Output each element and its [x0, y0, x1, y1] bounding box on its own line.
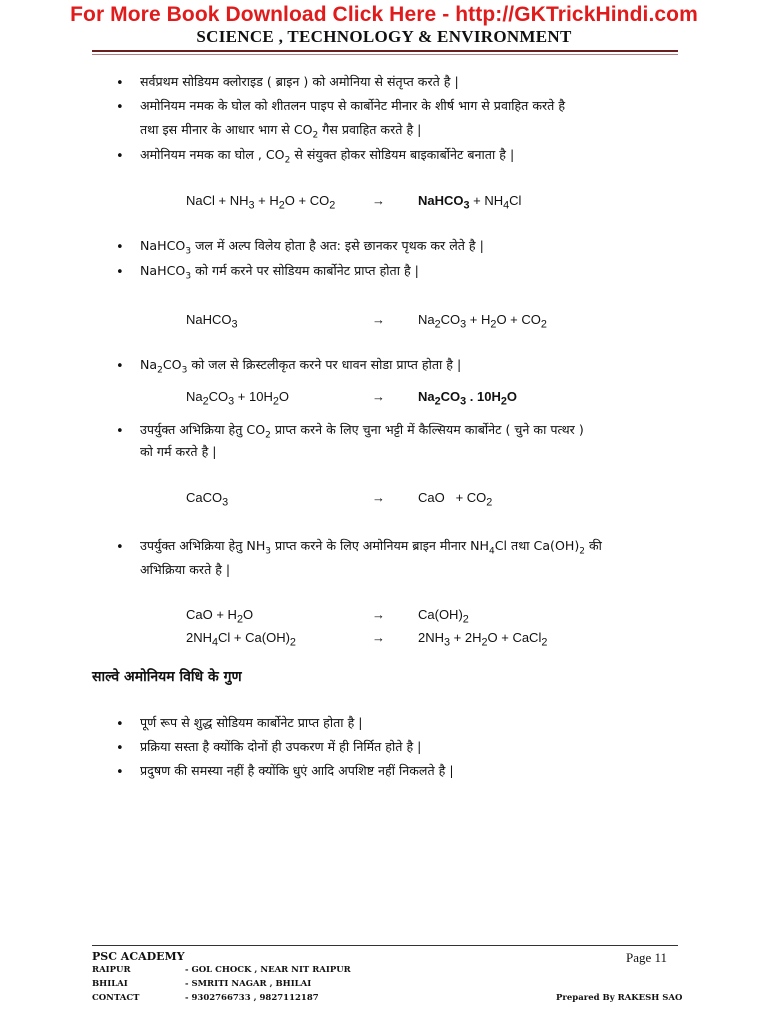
- equation-lhs: CaO + $H_2O$: [186, 607, 254, 626]
- page-number: Page 11: [626, 950, 668, 965]
- arrow: →: [372, 630, 385, 645]
- equation-rhs: $Na_2CO_3$ . $10H_2O$: [418, 389, 518, 408]
- equation-lhs: CaCO$_3$: [186, 490, 229, 509]
- section-heading: साल्वे अमोनियम विधि के गुण: [92, 669, 242, 685]
- arrow: →: [372, 490, 385, 505]
- equation-lhs: $2NH_4Cl + Ca(OH)_2$: [186, 630, 296, 649]
- bullet-text-cont: को गर्म करते है |: [140, 444, 217, 459]
- bullet: •: [116, 149, 124, 164]
- bullet: •: [116, 359, 124, 374]
- bullet: •: [116, 100, 124, 115]
- bullet: •: [116, 765, 124, 780]
- raipur-address: - GOL CHOCK , NEAR NIT RAIPUR: [185, 965, 351, 975]
- bullet-text-cont: अभिक्रिया करते है |: [140, 562, 231, 577]
- bullet: •: [116, 741, 124, 756]
- arrow: →: [372, 312, 385, 327]
- equation-rhs: CaO + $CO_2$: [418, 490, 493, 509]
- download-banner-link[interactable]: For More Book Download Click Here - http://GKTrickHindi.com: [70, 3, 698, 26]
- academy-name: PSC ACADEMY: [92, 950, 185, 963]
- property-text: प्रदुषण की समस्या नहीं है क्योंकि धुएं आदि अपशिष्ट नहीं निकलते है |: [140, 763, 454, 778]
- bullet: •: [116, 240, 124, 255]
- bullet-text: अमोनियम नमक के घोल को शीतलन पाइप से कार्बोनेट मीनार के शीर्ष भाग से प्रवाहित करते है: [140, 98, 566, 113]
- bhilai-address: - SMRITI NAGAR , BHILAI: [185, 979, 312, 989]
- arrow: →: [372, 389, 385, 404]
- contact-numbers: - 9302766733 , 9827112187: [185, 993, 319, 1003]
- bullet-text: उपर्युक्त अभिक्रिया हेतु $CO_2$ प्राप्त करने के लिए चुना भट्टी में कैल्सियम कार्बोनेट ( चुने का पत्थर ): [140, 422, 584, 441]
- arrow: →: [372, 607, 385, 622]
- equation-lhs: $Na_2CO_3 + 10H_2O$: [186, 389, 290, 408]
- footer-divider: [92, 945, 678, 946]
- header-divider-thin: [92, 54, 678, 55]
- bullet-text: NaHCO$_3$ को गर्म करने पर सोडियम कार्बोनेट प्राप्त होता है |: [140, 263, 419, 282]
- bullet: •: [116, 540, 124, 555]
- header-divider: [92, 50, 678, 52]
- bullet: •: [116, 717, 124, 732]
- raipur-label: RAIPUR: [92, 965, 131, 975]
- bhilai-label: BHILAI: [92, 979, 128, 989]
- bullet: •: [116, 424, 124, 439]
- bullet: •: [116, 265, 124, 280]
- property-text: प्रक्रिया सस्ता है क्योंकि दोनों ही उपकरण में ही निर्मित होते है |: [140, 739, 422, 754]
- bullet-text: अमोनियम नमक का घोल , $CO_2$ से संयुक्त होकर सोडियम बाइकार्बोनेट बनाता है |: [140, 147, 515, 166]
- equation-lhs: NaHCO$_3$: [186, 312, 238, 331]
- bullet-text: NaHCO$_3$ जल में अल्प विलेय होता है अत: इसे छानकर पृथक कर लेते है |: [140, 238, 484, 257]
- prepared-by: Prepared By RAKESH SAO: [556, 993, 683, 1003]
- bullet-text-cont: तथा इस मीनार के आधार भाग से $CO_2$ गैस प्रवाहित करते है |: [140, 122, 422, 141]
- bullet: •: [116, 76, 124, 91]
- equation-rhs: $Na_2CO_3 + H_2O + CO_2$: [418, 312, 547, 331]
- page-subtitle: SCIENCE , TECHNOLOGY & ENVIRONMENT: [196, 27, 572, 46]
- equation-rhs: NaHCO$_3$ + $NH_4Cl$: [418, 193, 522, 212]
- equation-rhs: $Ca(OH)_2$: [418, 607, 469, 626]
- bullet-text: सर्वप्रथम सोडियम क्लोराइड ( ब्राइन ) को अमोनिया से संतृप्त करते है |: [140, 74, 459, 89]
- bullet-text: उपर्युक्त अभिक्रिया हेतु $NH_3$ प्राप्त करने के लिए अमोनियम ब्राइन मीनार $NH_4Cl$ तथा $Ca(OH)_2$ की: [140, 538, 602, 557]
- contact-label: CONTACT: [92, 993, 140, 1003]
- equation-lhs: NaCl + $NH_3 + H_2O + CO_2$: [186, 193, 336, 212]
- arrow: →: [372, 193, 385, 208]
- equation-rhs: $2NH_3 + 2H_2O$ + CaCl$_2$: [418, 630, 548, 649]
- property-text: पूर्ण रूप से शुद्ध सोडियम कार्बोनेट प्राप्त होता है |: [140, 715, 363, 730]
- bullet-text: $Na_2CO_3$ को जल से क्रिस्टलीकृत करने पर धावन सोडा प्राप्त होता है |: [140, 357, 462, 376]
